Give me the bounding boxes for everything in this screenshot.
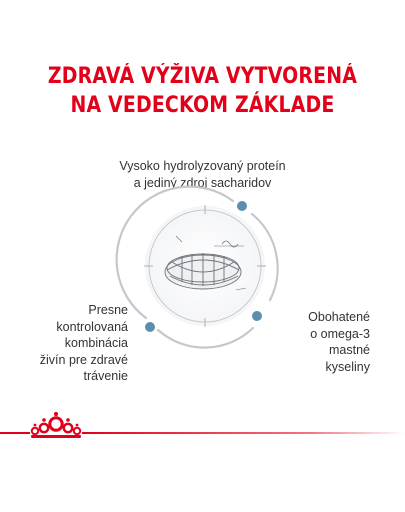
benefit-nutrients-line-4: živín pre zdravé (39, 352, 128, 367)
benefit-omega3-line-4: kyseliny (325, 359, 370, 374)
dot-protein (237, 201, 247, 211)
benefit-protein-line-1: Vysoko hydrolyzovaný proteín (119, 159, 286, 173)
benefit-nutrients-line-5: trávenie (83, 369, 128, 383)
dot-omega3 (252, 311, 262, 321)
benefit-protein-line-2: a jediný zdroj sacharidov (133, 175, 272, 190)
benefit-nutrients-line-2: kontrolovaná (56, 319, 128, 334)
benefit-nutrients-line-1: Presne (88, 303, 128, 317)
benefit-omega3-line-3: mastné (329, 343, 370, 357)
brand-line-left (0, 432, 30, 434)
royal-canin-crown-icon (31, 412, 81, 438)
benefit-omega3-line-2: o omega-3 (310, 326, 370, 341)
brand-line-right (82, 432, 405, 434)
benefit-nutrients-line-3: kombinácia (64, 336, 128, 350)
brand-bar (0, 404, 405, 448)
benefit-omega3-line-1: Obohatené (308, 310, 370, 324)
headline-line-1: ZDRAVÁ VÝŽIVA VYTVORENÁ (47, 64, 358, 89)
dot-nutrients (145, 322, 155, 332)
headline-line-2: NA VEDECKOM ZÁKLADE (70, 93, 335, 118)
